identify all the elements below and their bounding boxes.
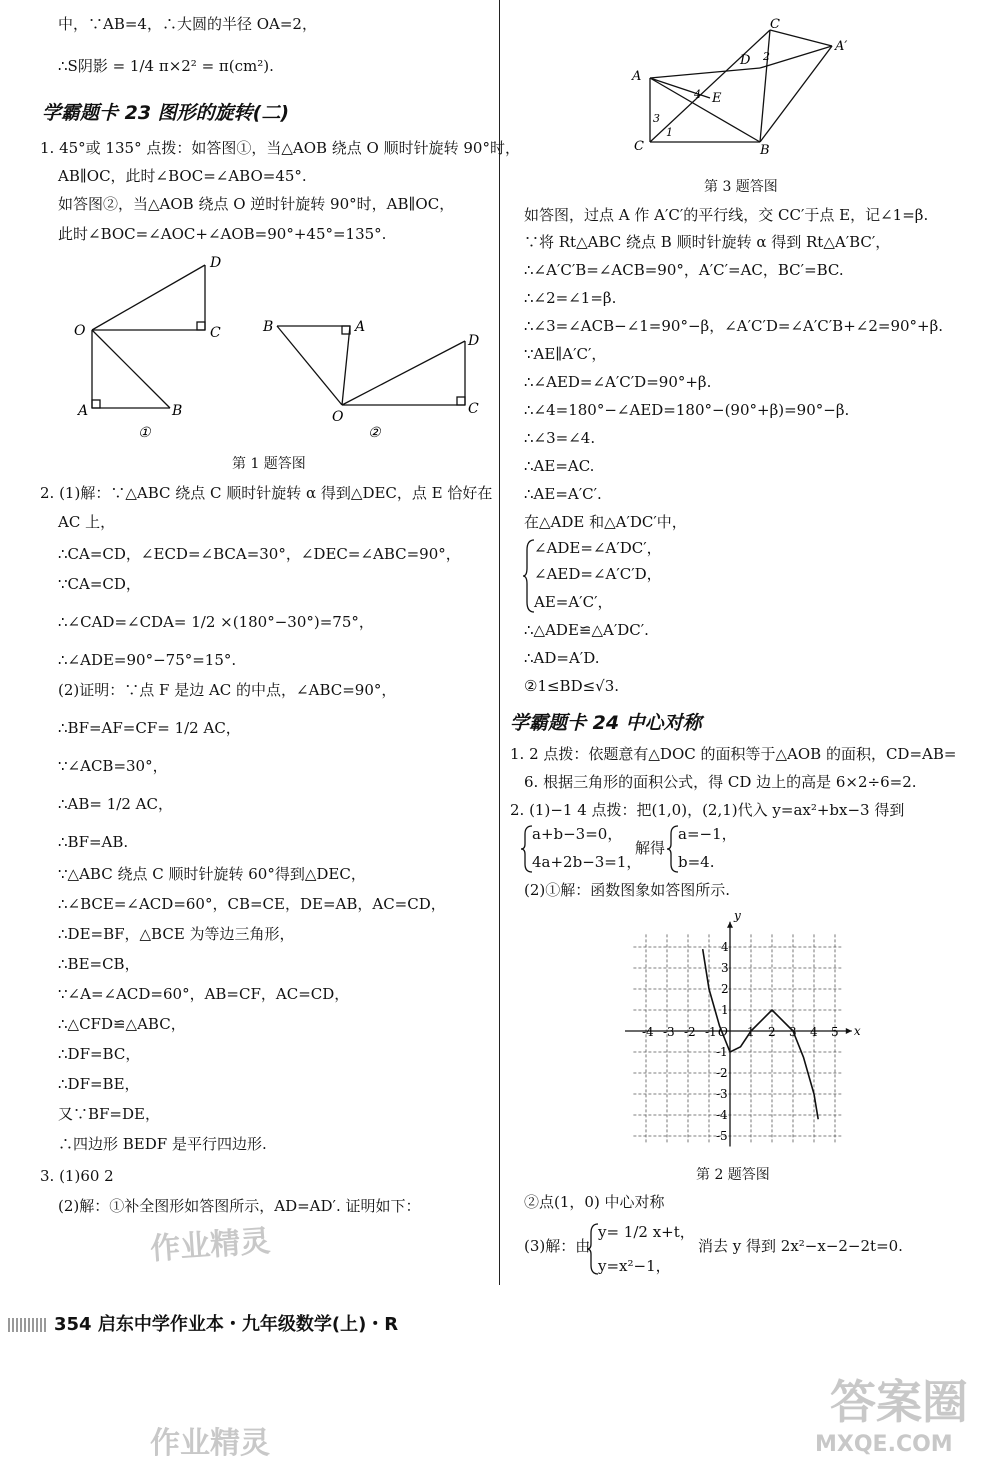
text-line: ∴四边形 BEDF 是平行四边形.	[58, 1135, 267, 1153]
y-axis-arrow	[727, 922, 733, 928]
figure-caption: 第 1 题答图	[232, 456, 306, 472]
text-line: ∠AED=∠A′C′D，	[534, 565, 662, 583]
text-line: ∴AE=AC.	[524, 457, 595, 475]
y-tick-label: 3	[721, 961, 729, 975]
figure-caption: 第 3 题答图	[704, 179, 778, 195]
text-line: ∴∠4=180°−∠AED=180°−(90°+β)=90°−β.	[524, 401, 850, 419]
point-label: D	[468, 333, 480, 349]
y-tick-label: -4	[716, 1108, 728, 1122]
subfigure-label: ①	[138, 425, 151, 441]
point-label: C	[634, 139, 644, 154]
x-tick-label: 2	[768, 1025, 776, 1039]
text-line: ∴△ADE≌△A′DC′.	[524, 621, 649, 639]
text-line: 2. (1)解：∵△ABC 绕点 C 顺时针旋转 α 得到△DEC，点 E 恰好在	[40, 484, 493, 502]
point-label: A	[355, 319, 366, 335]
angle-label: 1	[666, 126, 673, 139]
text-line: ②1≤BD≤√3.	[524, 677, 620, 695]
text-line: ∴AD=A′D.	[524, 649, 600, 667]
point-label: A	[632, 69, 642, 84]
text-line: ∴∠A′C′B=∠ACB=90°，A′C′=AC，BC′=BC.	[524, 261, 844, 279]
text-line: 2. (1)−1 4 点拨：把(1,0)，(2,1)代入 y=ax²+bx−3 得到	[510, 801, 905, 819]
x-tick-label: 5	[831, 1025, 839, 1039]
text-line: ∵∠A=∠ACD=60°，AB=CF，AC=CD，	[58, 985, 350, 1003]
y-tick-label: -3	[716, 1087, 728, 1101]
text-line: 如答图，过点 A 作 A′C′的平行线，交 CC′于点 E，记∠1=β.	[524, 206, 929, 224]
page-footer	[8, 1310, 398, 1336]
point-label: B	[263, 319, 274, 335]
text-line: y= 1/2 x+t，	[598, 1223, 695, 1241]
text-line: 此时∠BOC=∠AOC+∠AOB=90°+45°=135°.	[58, 225, 387, 243]
y-tick-label: 4	[721, 940, 729, 954]
x-tick-label: O	[718, 1025, 728, 1039]
text-line: 1. 2 点拨：依题意有△DOC 的面积等于△AOB 的面积，CD=AB=	[510, 745, 957, 763]
y-tick-label: -5	[716, 1129, 728, 1143]
point-label: C	[468, 401, 479, 417]
text-line: ∴∠AED=∠A′C′D=90°+β.	[524, 373, 712, 391]
x-tick-label: 4	[810, 1025, 818, 1039]
text-line: 3. (1)60 2	[40, 1167, 114, 1185]
text-line: ∵将 Rt△ABC 绕点 B 顺时针旋转 α 得到 Rt△A′BC′，	[524, 233, 891, 251]
y-tick-label: 2	[721, 982, 729, 996]
function-graph	[610, 908, 870, 1148]
text-line: 1. 45°或 135° 点拨：如答图①，当△AOB 绕点 O 顺时针旋转 90°时，	[40, 139, 520, 157]
point-label: C	[770, 18, 780, 32]
text-line: ∴BE=CB，	[58, 955, 140, 973]
point-label: E	[712, 91, 722, 106]
text-line: a+b−3=0，	[532, 825, 623, 843]
text-line: ∴∠2=∠1=β.	[524, 289, 617, 307]
text-line: ∵AE∥A′C′，	[524, 345, 607, 363]
subfigure-label: ②	[368, 425, 381, 441]
text-line: ∴△CFD≌△ABC，	[58, 1015, 186, 1033]
y-axis-label: y	[734, 908, 741, 923]
text-line: ∴∠CAD=∠CDA= 1/2 ×(180°−30°)=75°，	[58, 613, 374, 631]
text-line: a=−1，	[678, 825, 737, 843]
y-tick-label: -1	[716, 1045, 728, 1059]
footer-text: 354 启东中学作业本・九年级数学(上)・R	[54, 1314, 399, 1335]
text-line: ∴∠BCE=∠ACD=60°，CB=CE，DE=AB，AC=CD，	[58, 895, 446, 913]
x-axis-arrow	[846, 1028, 852, 1034]
text-line: ∠ADE=∠A′DC′，	[534, 539, 662, 557]
text-line: AB∥OC，此时∠BOC=∠ABO=45°.	[58, 167, 307, 185]
text-line: (2)解：①补全图形如答图所示，AD=AD′. 证明如下：	[58, 1197, 421, 1215]
y-tick-label: 1	[721, 1003, 729, 1017]
text-line: ∴AB= 1/2 AC，	[58, 795, 173, 813]
angle-label: 3	[653, 112, 660, 125]
point-label: B	[760, 143, 770, 158]
text-line: 消去 y 得到 2x²−x−2−2t=0.	[698, 1237, 903, 1255]
x-tick-label: -4	[642, 1025, 654, 1039]
text-line: (2)证明：∵点 F 是边 AC 的中点，∠ABC=90°，	[58, 681, 397, 699]
watermark: MXQE.COM	[815, 1432, 953, 1457]
text-line: AC 上，	[58, 513, 116, 531]
x-tick-label: -3	[663, 1025, 675, 1039]
text-line: (2)①解：函数图象如答图所示.	[524, 881, 731, 899]
section-title: 学霸题卡 24 中心对称	[510, 712, 702, 734]
text-line: ∴∠3=∠ACB−∠1=90°−β，∠A′C′D=∠A′C′B+∠2=90°+β.	[524, 317, 944, 335]
text-line: ∵CA=CD，	[58, 575, 141, 593]
text-line: ∴AE=A′C′.	[524, 485, 602, 503]
text-line: AE=A′C′，	[534, 593, 613, 611]
text-line: ∵∠ACB=30°，	[58, 757, 168, 775]
text-line: y=x²−1，	[598, 1257, 671, 1275]
watermark: 作业精灵	[150, 1426, 270, 1461]
x-tick-label: 3	[789, 1025, 797, 1039]
point-label: D	[740, 53, 751, 68]
text-line: b=4.	[678, 853, 715, 871]
text-line: ∴S阴影 = 1/4 π×2² = π(cm²).	[58, 57, 274, 75]
figure-1	[70, 255, 490, 445]
text-line: ∴DF=BE，	[58, 1075, 140, 1093]
text-line: ∴∠ADE=90°−75°=15°.	[58, 651, 237, 669]
column-divider	[499, 0, 500, 1285]
x-axis-label: x	[853, 1024, 861, 1038]
text-line: 中，∵AB=4，∴大圆的半径 OA=2，	[58, 15, 317, 33]
figure-3	[620, 18, 880, 158]
point-label: D	[210, 255, 222, 271]
text-line: ∵△ABC 绕点 C 顺时针旋转 60°得到△DEC，	[58, 865, 366, 883]
x-tick-label: -1	[705, 1025, 717, 1039]
figure-caption: 第 2 题答图	[696, 1167, 770, 1183]
text-line: 4a+2b−3=1，	[532, 853, 642, 871]
point-label: O	[74, 323, 86, 339]
point-label: O	[332, 409, 344, 425]
point-label: C	[210, 325, 221, 341]
text-line: ∴CA=CD，∠ECD=∠BCA=30°，∠DEC=∠ABC=90°，	[58, 545, 461, 563]
angle-label: 4	[694, 88, 701, 101]
text-line: ②点(1，0) 中心对称	[524, 1193, 665, 1211]
y-tick-label: -2	[716, 1066, 728, 1080]
text-line: 6. 根据三角形的面积公式，得 CD 边上的高是 6×2÷6=2.	[524, 773, 917, 791]
point-label: A′	[835, 39, 848, 54]
text-line: 解得	[635, 839, 666, 857]
x-tick-label: 1	[747, 1025, 755, 1039]
text-line: (3)解：由	[524, 1237, 591, 1255]
text-line: 如答图②，当△AOB 绕点 O 逆时针旋转 90°时，AB∥OC，	[58, 195, 455, 213]
angle-label: 2	[763, 50, 770, 63]
text-line: ∴DF=BC，	[58, 1045, 141, 1063]
x-tick-label: -2	[684, 1025, 696, 1039]
point-label: A	[78, 403, 89, 419]
point-label: B	[172, 403, 183, 419]
text-line: 在△ADE 和△A′DC′中，	[524, 513, 687, 531]
watermark: 答案圈	[830, 1375, 968, 1429]
text-line: 又∵BF=DE，	[58, 1105, 160, 1123]
text-line: ∴BF=AB.	[58, 833, 129, 851]
watermark: 作业精灵	[149, 1223, 272, 1268]
text-line: ∴BF=AF=CF= 1/2 AC，	[58, 719, 241, 737]
section-title: 学霸题卡 23 图形的旋转(二)	[42, 102, 290, 124]
footer-stripe	[8, 1318, 48, 1332]
text-line: ∴DE=BF，△BCE 为等边三角形，	[58, 925, 295, 943]
text-line: ∴∠3=∠4.	[524, 429, 596, 447]
